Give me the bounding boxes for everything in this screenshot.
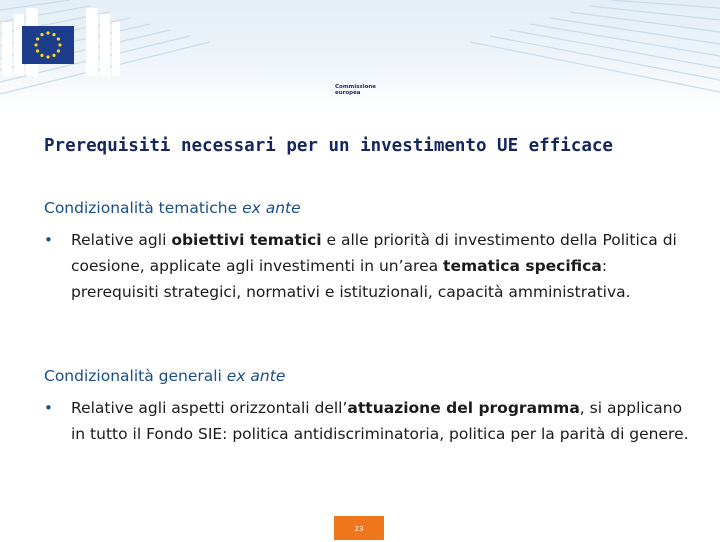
section-heading-italic: ex ante (226, 367, 286, 385)
header-band (0, 0, 720, 108)
bullet-bold-term: tematica specifica (443, 257, 602, 275)
bullet-text-part: Relative agli aspetti orizzontali dell’ (71, 399, 348, 417)
organization-name-line1: Commissione (335, 84, 377, 90)
section-heading-text: Condizionalità tematiche (44, 199, 238, 217)
bullet-text-part: e alle priorità di investimento della Politica di coesione, applicate agli investimenti in un’area (71, 231, 677, 275)
slide-title: Prerequisiti necessari per un investimento UE efficace (44, 136, 613, 156)
organization-name (335, 84, 395, 96)
page-number-badge: 23 (334, 516, 384, 540)
bullet-text-part: , si applicano in tutto il Fondo SIE: politica antidiscriminatoria, politica per la parità di genere. (71, 399, 689, 443)
european-commission-logo (0, 0, 120, 86)
bullet-bold-term: attuazione del programma (347, 399, 580, 417)
section-heading-italic: ex ante (242, 199, 301, 217)
bullet-text-part: : prerequisiti strategici, normativi e istituzionali, capacità amministrativa. (71, 257, 631, 301)
section-heading-tematiche (44, 199, 684, 217)
section-heading-generali (44, 367, 684, 385)
bullet-text (44, 395, 694, 447)
bullet-tematiche (44, 227, 694, 305)
section-heading-text: Condizionalità generali (44, 367, 222, 385)
bullet-bold-term: obiettivi tematici (171, 231, 322, 249)
bullet-dot-icon: • (44, 231, 53, 249)
organization-name-line2: europea (335, 90, 361, 96)
bullet-text-part: Relative agli (71, 231, 172, 249)
bullet-text (44, 227, 694, 305)
bullet-dot-icon: • (44, 399, 53, 417)
bullet-generali (44, 395, 694, 447)
